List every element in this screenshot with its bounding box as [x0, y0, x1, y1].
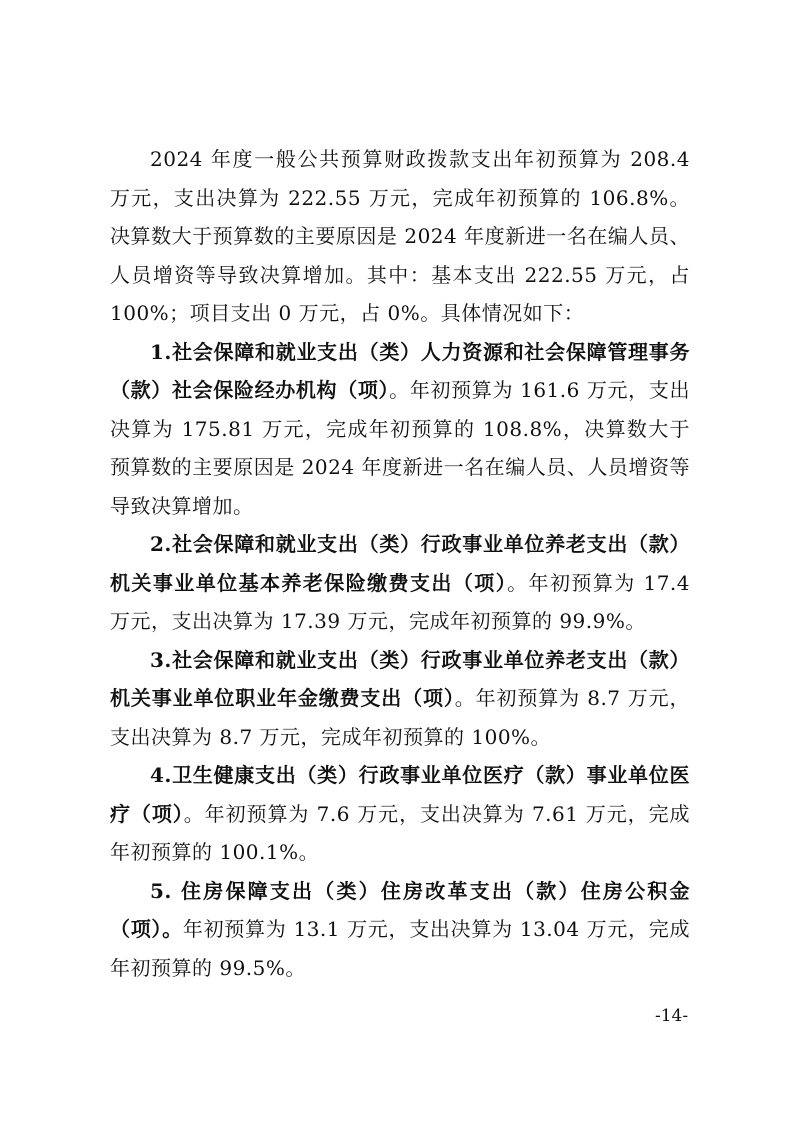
- item-paragraph-4: [110, 756, 690, 872]
- item-paragraph-3: [110, 641, 690, 757]
- item-heading-5: 5. 住房保障支出（类）住房改革支出（款）住房公积金（项）。: [110, 878, 690, 941]
- item-paragraph-1: [110, 333, 690, 526]
- document-page: [110, 140, 690, 987]
- item-heading-3: 3.社会保障和就业支出（类）行政事业单位养老支出（款）机关事业单位职业年金缴费支出（项）: [110, 647, 690, 710]
- item-body-5: 年初预算为 13.1 万元，支出决算为 13.04 万元，完成年初预算的 99.5%。: [110, 917, 691, 980]
- item-heading-1: 1.社会保障和就业支出（类）人力资源和社会保障管理事务（款）社会保险经办机构（项）: [110, 339, 690, 402]
- item-paragraph-2: [110, 525, 690, 641]
- item-body-2: 。年初预算为 17.4 万元，支出决算为 17.39 万元，完成年初预算的 99.9%。: [110, 570, 691, 633]
- page-number: -14-: [655, 1006, 689, 1026]
- item-body-4: 。年初预算为 7.6 万元，支出决算为 7.61 万元，完成年初预算的 100.1%。: [110, 801, 690, 864]
- intro-paragraph: 2024 年度一般公共预算财政拨款支出年初预算为 208.4 万元，支出决算为 222.55 万元，完成年初预算的 106.8%。决算数大于预算数的主要原因是 2024 年度新进一名在编人员、人员增资等导致决算增加。其中：基本支出 222.55 万元，占 100%；项目支出 0 万元，占 0%。具体情况如下：: [110, 147, 690, 325]
- item-body-3: 。年初预算为 8.7 万元，支出决算为 8.7 万元，完成年初预算的 100%。: [110, 686, 690, 749]
- item-body-1: 。年初预算为 161.6 万元，支出决算为 175.81 万元，完成年初预算的 108.8%，决算数大于预算数的主要原因是 2024 年度新进一名在编人员、人员增资等导致决算增加。: [110, 378, 690, 518]
- item-heading-4: 4.卫生健康支出（类）行政事业单位医疗（款）事业单位医疗（项）: [110, 763, 690, 826]
- item-paragraph-5: [110, 872, 690, 988]
- item-heading-2: 2.社会保障和就业支出（类）行政事业单位养老支出（款）机关事业单位基本养老保险缴费支出（项）: [110, 532, 690, 595]
